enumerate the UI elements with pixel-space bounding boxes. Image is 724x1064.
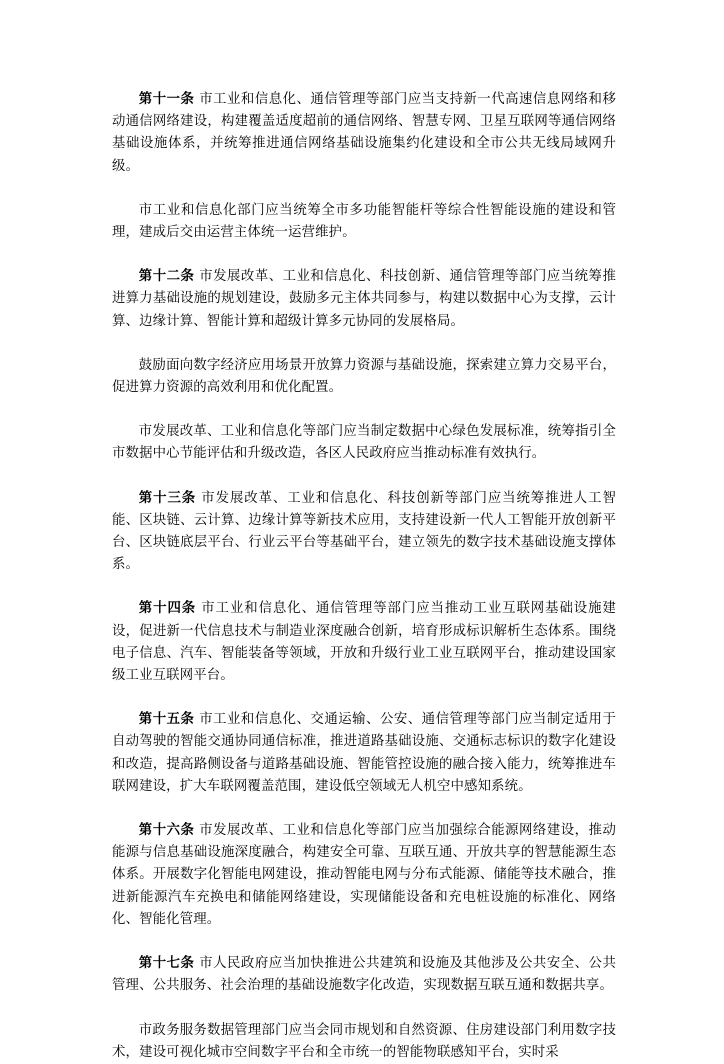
paragraph-article-14	[112, 598, 616, 687]
article-number: 第十七条	[138, 956, 195, 972]
paragraph-article-15	[112, 709, 616, 798]
paragraph	[112, 1020, 616, 1064]
paragraph-text: 鼓励面向数字经济应用场景开放算力资源与基础设施，探索建立算力交易平台，促进算力资源的高效利用和优化配置。	[112, 357, 616, 396]
paragraph-article-12	[112, 266, 616, 333]
paragraph-text: 市工业和信息化、通信管理等部门应当推动工业互联网基础设施建设，促进新一代信息技术与制造业深度融合创新，培育形成标识解析生态体系。围绕电子信息、汽车、智能装备等领域，开放和升级行业工业互联网平台，推动建设国家级工业互联网平台。	[112, 601, 616, 684]
paragraph-text: 市工业和信息化、通信管理等部门应当支持新一代高速信息网络和移动通信网络建设，构建覆盖适度超前的通信网络、智慧专网、卫星互联网等通信网络基础设施体系，并统筹推进通信网络基础设施集约化建设和全市公共无线局域网升级。	[112, 92, 616, 174]
paragraph-text: 市发展改革、工业和信息化、科技创新、通信管理等部门应当统筹推进算力基础设施的规划建设，鼓励多元主体共同参与，构建以数据中心为支撑，云计算、边缘计算、智能计算和超级计算多元协同的发展格局。	[112, 269, 616, 329]
article-number: 第十二条	[138, 269, 195, 285]
article-number: 第十一条	[138, 92, 195, 107]
article-number: 第十六条	[138, 823, 195, 839]
paragraph-article-17	[112, 953, 616, 997]
paragraph	[112, 355, 616, 399]
paragraph-text: 市政务服务数据管理部门应当会同市规划和自然资源、住房建设部门利用数字技术，建设可视化城市空间数字平台和全市统一的智能物联感知平台，实时采	[112, 1022, 616, 1060]
article-number: 第十五条	[138, 712, 195, 728]
paragraph-text: 市工业和信息化部门应当统筹全市多功能智能杆等综合性智能设施的建设和管理，建成后交由运营主体统一运营维护。	[112, 202, 616, 241]
paragraph-article-13	[112, 488, 616, 577]
paragraph-text: 市发展改革、工业和信息化、科技创新等部门应当统筹推进人工智能、区块链、云计算、边缘计算等新技术应用，支持建设新一代人工智能开放创新平台、区块链底层平台、行业云平台等基础平台，建立领先的数字技术基础设施支撑体系。	[112, 490, 616, 573]
paragraph-article-11	[112, 89, 616, 178]
paragraph	[112, 421, 616, 465]
paragraph-article-16	[112, 820, 616, 931]
paragraph-text: 市人民政府应当加快推进公共建筑和设施及其他涉及公共安全、公共管理、公共服务、社会治理的基础设施数字化改造，实现数据互联互通和数据共享。	[112, 956, 616, 994]
paragraph	[112, 200, 616, 244]
paragraph-text: 市工业和信息化、交通运输、公安、通信管理等部门应当制定适用于自动驾驶的智能交通协同通信标准，推进道路基础设施、交通标志标识的数字化建设和改造，提高路侧设备与道路基础设施、智能管控设施的融合接入能力，统筹推进车联网建设，扩大车联网覆盖范围，建设低空领域无人机空中感知系统。	[112, 712, 616, 794]
article-number: 第十四条	[138, 601, 197, 617]
paragraph-text: 市发展改革、工业和信息化等部门应当加强综合能源网络建设，推动能源与信息基础设施深度融合，构建安全可靠、互联互通、开放共享的智慧能源生态体系。开展数字化智能电网建设，推动智能电网与分布式能源、储能等技术融合，推进新能源汽车充换电和储能网络建设，实现储能设备和充电桩设施的标准化、网络化、智能化管理。	[112, 823, 616, 927]
paragraph-text: 市发展改革、工业和信息化等部门应当制定数据中心绿色发展标准，统筹指引全市数据中心节能评估和升级改造，各区人民政府应当推动标准有效执行。	[112, 424, 616, 462]
article-number: 第十三条	[138, 490, 197, 506]
